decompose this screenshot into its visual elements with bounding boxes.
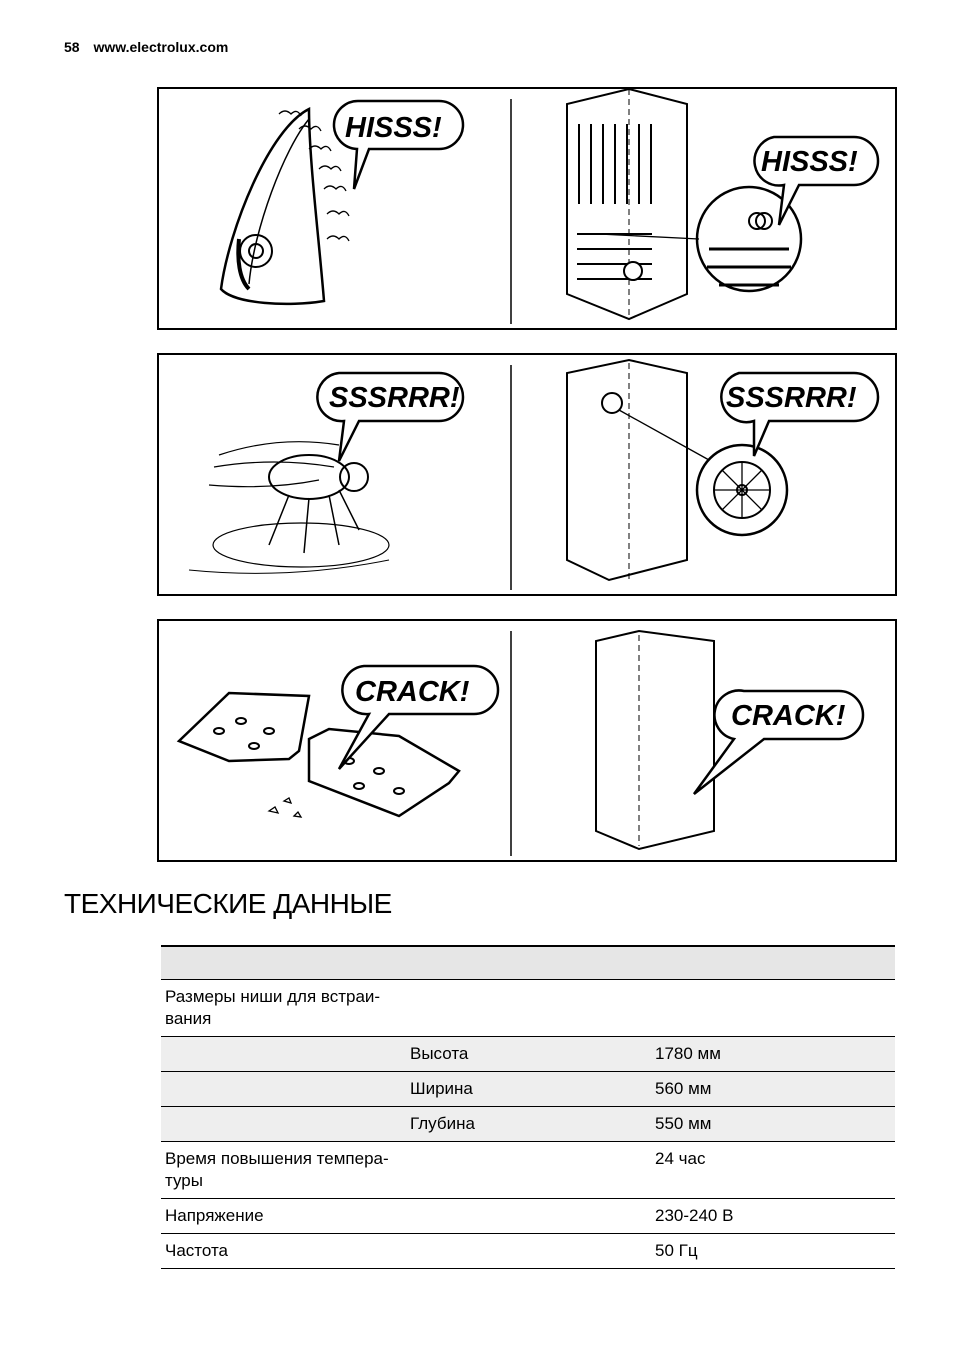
row-sublabel: Ширина (406, 1072, 651, 1107)
table-header-row (161, 946, 895, 980)
sound-text-right: SSSRRR! (726, 382, 857, 414)
table-row (161, 1234, 895, 1269)
table-row (161, 980, 895, 1037)
row-sublabel (406, 1199, 651, 1234)
technical-data-table (161, 945, 895, 1269)
row-label (161, 1107, 406, 1142)
row-label: Напряжение (161, 1199, 406, 1234)
sound-text-left: HISSS! (345, 112, 442, 144)
row-value: 24 час (651, 1142, 895, 1199)
sound-bubble-left (334, 101, 463, 189)
sound-bubble-right (694, 690, 863, 794)
fridge-cabinet-icon (596, 631, 714, 849)
steam-iron-icon (221, 109, 349, 304)
row-value: 560 мм (651, 1072, 895, 1107)
row-sublabel: Высота (406, 1037, 651, 1072)
fly-icon (189, 442, 389, 574)
sound-bubble-left (317, 373, 463, 461)
row-sublabel (406, 980, 651, 1037)
table-row (161, 1107, 895, 1142)
row-value: 50 Гц (651, 1234, 895, 1269)
sound-text-right: HISSS! (761, 146, 858, 178)
page-header (64, 39, 228, 55)
row-label: Размеры ниши для встраи-вания (161, 980, 406, 1037)
sound-bubble-left (339, 666, 498, 769)
table-row (161, 1142, 895, 1199)
sound-text-left: CRACK! (355, 676, 470, 708)
row-sublabel: Глубина (406, 1107, 651, 1142)
row-value: 1780 мм (651, 1037, 895, 1072)
row-label: Частота (161, 1234, 406, 1269)
sound-bubble-right (721, 373, 878, 456)
section-title: ТЕХНИЧЕСКИЕ ДАННЫЕ (64, 888, 392, 919)
page-number: 58 (64, 39, 80, 55)
sound-text-right: CRACK! (731, 700, 846, 732)
row-sublabel (406, 1142, 651, 1199)
table-row (161, 1199, 895, 1234)
fridge-coil-icon (567, 89, 801, 319)
row-value: 230-240 В (651, 1199, 895, 1234)
illustration-panel-hiss (157, 87, 897, 330)
table-row (161, 1037, 895, 1072)
row-value (651, 980, 895, 1037)
website-link: www.electrolux.com (93, 39, 229, 55)
row-label (161, 1072, 406, 1107)
table-row (161, 1072, 895, 1107)
sound-text-left: SSSRRR! (329, 382, 460, 414)
row-label: Время повышения темпера-туры (161, 1142, 406, 1199)
illustration-panel-crack (157, 619, 897, 862)
row-label (161, 1037, 406, 1072)
illustration-panel-buzz (157, 353, 897, 596)
row-value: 550 мм (651, 1107, 895, 1142)
row-sublabel (406, 1234, 651, 1269)
